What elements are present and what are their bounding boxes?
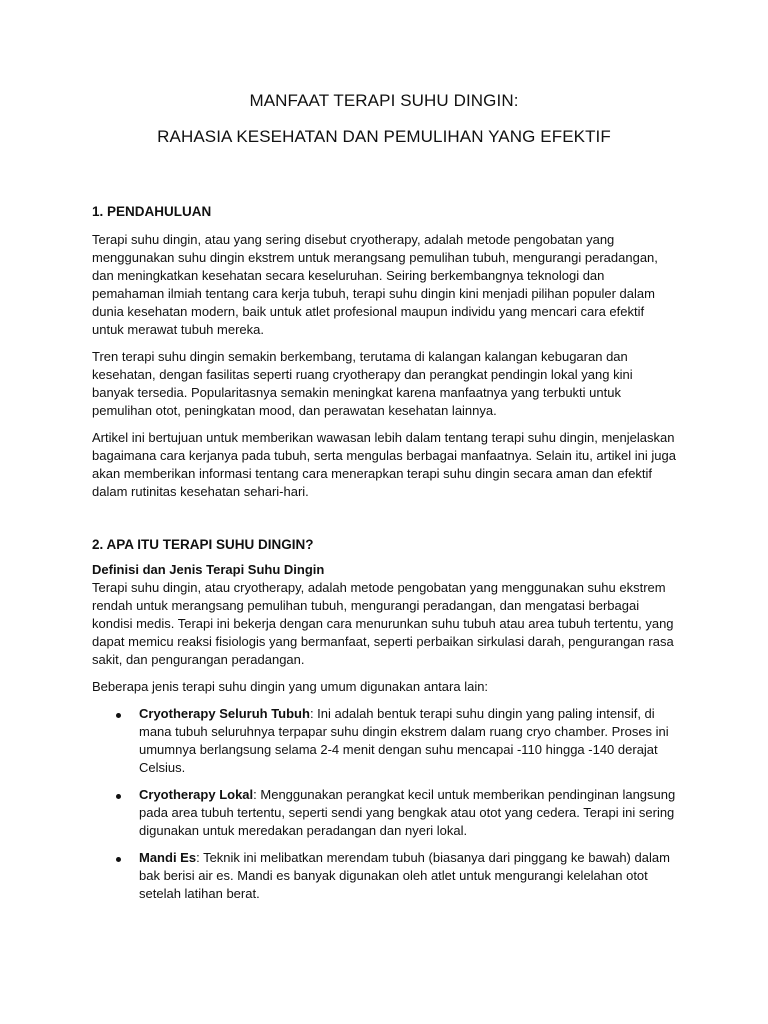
list-item [92, 786, 676, 840]
list-item-term: Mandi Es [139, 850, 197, 865]
list-item [92, 849, 676, 903]
title-line-2: RAHASIA KESEHATAN DAN PEMULIHAN YANG EFEKTIF [157, 127, 611, 146]
list-item-text: : Menggunakan perangkat kecil untuk memberikan pendinginan langsung pada area tubuh tertentu, seperti sendi yang bengkak atau otot yang cedera. Terapi ini sering digunakan untuk meredakan peradangan dan nyeri lokal. [139, 787, 676, 838]
list-item-term: Cryotherapy Lokal [139, 787, 254, 802]
section-2-subheading: Definisi dan Jenis Terapi Suhu Dingin [92, 562, 325, 577]
bullet-icon [116, 794, 121, 799]
bullet-icon [116, 857, 121, 862]
section-2-heading: 2. APA ITU TERAPI SUHU DINGIN? [92, 537, 314, 552]
section-2-paragraph-1: Terapi suhu dingin, atau cryotherapy, adalah metode pengobatan yang menggunakan suhu ekstrem rendah untuk merangsang pemulihan tubuh, mengurangi peradangan, dan mengatasi berbagai kondisi medis. Terapi ini bekerja dengan cara menurunkan suhu tubuh atau area tubuh tertentu, yang dapat memicu reaksi fisiologis yang bermanfaat, seperti perbaikan sirkulasi darah, pengurangan rasa sakit, dan pengurangan peradangan. [92, 580, 674, 667]
list-item-term: Cryotherapy Seluruh Tubuh [139, 706, 310, 721]
list-item [92, 705, 676, 777]
section-1-heading: 1. PENDAHULUAN [92, 204, 212, 219]
list-item-text: : Teknik ini melibatkan merendam tubuh (biasanya dari pinggang ke bawah) dalam bak berisi air es. Mandi es banyak digunakan oleh atlet untuk mengurangi kelelahan otot setelah latihan berat. [139, 850, 670, 901]
section-1-paragraph-1: Terapi suhu dingin, atau yang sering disebut cryotherapy, adalah metode pengobatan yang menggunakan suhu dingin ekstrem untuk merangsang pemulihan tubuh, mengurangi peradangan, dan meningkatkan kesehatan secara keseluruhan. Seiring berkembangnya teknologi dan pemahaman ilmiah tentang cara kerja tubuh, terapi suhu dingin kini menjadi pilihan populer dalam dunia kesehatan modern, baik untuk atlet profesional maupun individu yang mencari cara efektif untuk merawat tubuh mereka. [92, 232, 658, 337]
section-1-paragraph-2: Tren terapi suhu dingin semakin berkembang, terutama di kalangan kalangan kebugaran dan kesehatan, dengan fasilitas seperti ruang cryotherapy dan perangkat pendingin lokal yang kini banyak tersedia. Popularitasnya semakin meningkat karena manfaatnya yang terbukti untuk pemulihan otot, peningkatan mood, dan perawatan kesehatan lainnya. [92, 349, 633, 418]
section-2-paragraph-2: Beberapa jenis terapi suhu dingin yang umum digunakan antara lain: [92, 679, 489, 694]
list-item-text: : Ini adalah bentuk terapi suhu dingin yang paling intensif, di mana tubuh seluruhnya terpapar suhu dingin ekstrem dalam ruang cryo chamber. Proses ini umumnya berlangsung selama 2-4 menit dengan suhu mencapai -110 hingga -140 derajat Celsius. [139, 706, 669, 775]
section-1-paragraph-3: Artikel ini bertujuan untuk memberikan wawasan lebih dalam tentang terapi suhu dingin, menjelaskan bagaimana cara kerjanya pada tubuh, serta mengulas berbagai manfaatnya. Selain itu, artikel ini juga akan memberikan informasi tentang cara menerapkan terapi suhu dingin secara aman dan efektif dalam rutinitas kesehatan sehari-hari. [92, 430, 676, 499]
title-line-1: MANFAAT TERAPI SUHU DINGIN: [249, 91, 519, 110]
therapy-types-list [92, 705, 676, 903]
bullet-icon [116, 713, 121, 718]
